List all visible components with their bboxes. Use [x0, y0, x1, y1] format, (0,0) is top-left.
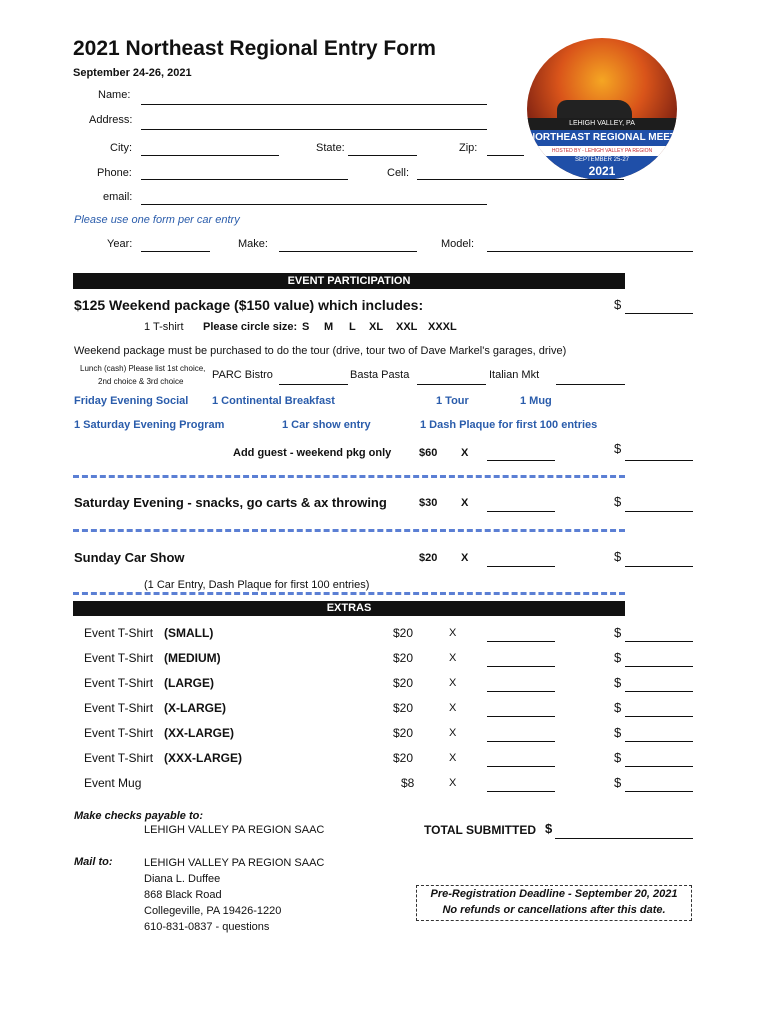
deadline-line-2: No refunds or cancellations after this date. — [442, 904, 666, 916]
email-field[interactable] — [141, 204, 487, 205]
total-submitted-label: TOTAL SUBMITTED — [424, 823, 536, 837]
extra-item-x: X — [449, 627, 457, 639]
lunch-choice-italian[interactable] — [556, 384, 625, 385]
extra-item-label: Event Mug — [84, 776, 142, 790]
saturday-qty-field[interactable] — [487, 511, 555, 512]
address-field[interactable] — [141, 129, 487, 130]
extra-item-price: $20 — [393, 701, 414, 715]
section-divider — [73, 475, 625, 478]
add-guest-amount-field[interactable] — [625, 460, 693, 461]
extra-item-label: Event T-Shirt — [84, 651, 154, 665]
extra-item-size: (XXX-LARGE) — [164, 751, 242, 765]
extra-item-price: $20 — [393, 651, 414, 665]
year-field[interactable] — [141, 251, 210, 252]
extra-item-dollar: $ — [614, 700, 622, 715]
section-divider — [73, 592, 625, 595]
model-field[interactable] — [487, 251, 693, 252]
included-tour: 1 Tour — [436, 395, 469, 407]
lunch-choice-parc[interactable] — [279, 384, 348, 385]
sunday-note: (1 Car Entry, Dash Plaque for first 100 entries) — [144, 579, 370, 591]
extra-item-qty-field[interactable] — [487, 666, 555, 667]
cell-label: Cell: — [387, 167, 410, 179]
size-option-xxxl[interactable]: XXXL — [428, 321, 457, 333]
extra-item-price: $20 — [393, 626, 414, 640]
logo-name: NORTHEAST REGIONAL MEET — [527, 130, 677, 146]
zip-field[interactable] — [487, 155, 524, 156]
cell-field[interactable] — [417, 179, 624, 180]
add-guest-x: X — [461, 447, 469, 459]
mail-to-label: Mail to: — [74, 856, 113, 868]
phone-field[interactable] — [141, 179, 348, 180]
extra-item-size: (SMALL) — [164, 626, 214, 640]
checks-label: Make checks payable to: — [74, 810, 204, 822]
extra-item-price: $20 — [393, 751, 414, 765]
lunch-choice-basta[interactable] — [417, 384, 486, 385]
add-guest-dollar: $ — [614, 441, 622, 456]
extra-item-size: (MEDIUM) — [164, 651, 221, 665]
city-field[interactable] — [141, 155, 279, 156]
state-field[interactable] — [348, 155, 417, 156]
deadline-line-1: Pre-Registration Deadline - September 20, 2021 — [430, 888, 678, 900]
deadline-box — [416, 885, 692, 921]
city-label: City: — [110, 142, 132, 154]
zip-label: Zip: — [459, 142, 478, 154]
extra-item-amount-field[interactable] — [625, 641, 693, 642]
extra-item-qty-field[interactable] — [487, 766, 555, 767]
extra-item-qty-field[interactable] — [487, 791, 555, 792]
one-form-note: Please use one form per car entry — [74, 214, 240, 226]
extra-item-x: X — [449, 702, 457, 714]
size-option-s[interactable]: S — [302, 321, 310, 333]
logo-location: LEHIGH VALLEY, PA — [527, 118, 677, 130]
extras-header: EXTRAS — [73, 601, 625, 616]
tshirt-label: 1 T-shirt — [144, 321, 184, 333]
email-label: email: — [103, 191, 133, 203]
extra-item-qty-field[interactable] — [487, 691, 555, 692]
size-option-xxl[interactable]: XXL — [396, 321, 418, 333]
extra-item-amount-field[interactable] — [625, 666, 693, 667]
extra-item-x: X — [449, 677, 457, 689]
mail-line: Collegeville, PA 19426-1220 — [144, 905, 282, 917]
size-option-l[interactable]: L — [349, 321, 356, 333]
extra-item-price: $8 — [401, 776, 415, 790]
extra-item-dollar: $ — [614, 750, 622, 765]
extra-item-x: X — [449, 727, 457, 739]
extra-item-price: $20 — [393, 726, 414, 740]
address-label: Address: — [89, 114, 133, 126]
extra-item-size: (LARGE) — [164, 676, 214, 690]
extra-item-size: (XX-LARGE) — [164, 726, 234, 740]
size-option-xl[interactable]: XL — [369, 321, 384, 333]
extra-item-x: X — [449, 777, 457, 789]
sunday-x: X — [461, 552, 469, 564]
make-field[interactable] — [279, 251, 417, 252]
total-amount-field[interactable] — [555, 838, 693, 839]
lunch-note-2: 2nd choice & 3rd choice — [98, 377, 184, 386]
mail-line: LEHIGH VALLEY PA REGION SAAC — [144, 857, 325, 869]
northeast-regional-logo — [527, 38, 677, 180]
extra-item-price: $20 — [393, 676, 414, 690]
extra-item-amount-field[interactable] — [625, 766, 693, 767]
extra-item-dollar: $ — [614, 675, 622, 690]
sunday-amount-field[interactable] — [625, 566, 693, 567]
phone-label: Phone: — [97, 167, 132, 179]
name-field[interactable] — [141, 104, 487, 105]
included-friday-social: Friday Evening Social — [74, 395, 189, 407]
logo-hosted: HOSTED BY - LEHIGH VALLEY PA REGION — [527, 146, 677, 156]
saturday-amount-field[interactable] — [625, 511, 693, 512]
extra-item-qty-field[interactable] — [487, 741, 555, 742]
sunday-car-show-label: Sunday Car Show — [74, 550, 185, 565]
extra-item-qty-field[interactable] — [487, 641, 555, 642]
lunch-option-parc: PARC Bistro — [212, 369, 273, 381]
package-amount-field[interactable] — [625, 313, 693, 314]
add-guest-label: Add guest - weekend pkg only — [233, 447, 392, 459]
extra-item-amount-field[interactable] — [625, 691, 693, 692]
extra-item-label: Event T-Shirt — [84, 701, 154, 715]
extra-item-label: Event T-Shirt — [84, 676, 154, 690]
lunch-option-italian: Italian Mkt — [489, 369, 540, 381]
total-dollar: $ — [545, 821, 553, 836]
circle-size-label: Please circle size: — [203, 321, 298, 333]
package-note: Weekend package must be purchased to do the tour (drive, tour two of Dave Markel's garages, drive) — [74, 345, 567, 357]
extra-item-size: (X-LARGE) — [164, 701, 226, 715]
extra-item-dollar: $ — [614, 650, 622, 665]
sunday-price: $20 — [419, 552, 438, 564]
extra-item-amount-field[interactable] — [625, 741, 693, 742]
section-divider — [73, 529, 625, 532]
lunch-option-basta: Basta Pasta — [350, 369, 410, 381]
event-participation-header: EVENT PARTICIPATION — [73, 273, 625, 289]
add-guest-price: $60 — [419, 447, 438, 459]
extra-item-amount-field[interactable] — [625, 791, 693, 792]
package-dollar: $ — [614, 297, 622, 312]
add-guest-qty-field[interactable] — [487, 460, 555, 461]
saturday-x: X — [461, 497, 469, 509]
sunday-dollar: $ — [614, 549, 622, 564]
extra-item-qty-field[interactable] — [487, 716, 555, 717]
checks-payee: LEHIGH VALLEY PA REGION SAAC — [144, 824, 325, 836]
mail-line: 868 Black Road — [144, 889, 222, 901]
included-breakfast: 1 Continental Breakfast — [212, 395, 335, 407]
extra-item-amount-field[interactable] — [625, 716, 693, 717]
model-label: Model: — [441, 238, 475, 250]
name-label: Name: — [98, 89, 131, 101]
size-option-m[interactable]: M — [324, 321, 334, 333]
event-date: September 24-26, 2021 — [73, 67, 192, 79]
included-dash-plaque: 1 Dash Plaque for first 100 entries — [420, 419, 598, 431]
extra-item-dollar: $ — [614, 625, 622, 640]
included-car-show: 1 Car show entry — [282, 419, 371, 431]
extra-item-dollar: $ — [614, 775, 622, 790]
logo-year: 2021 — [588, 164, 616, 178]
state-label: State: — [316, 142, 345, 154]
weekend-package-title: $125 Weekend package ($150 value) which includes: — [74, 297, 424, 313]
extra-item-label: Event T-Shirt — [84, 726, 154, 740]
page-title: 2021 Northeast Regional Entry Form — [73, 37, 436, 60]
logo-dates: SEPTEMBER 25-27 — [574, 157, 630, 163]
mail-line: 610-831-0837 - questions — [144, 921, 270, 933]
extra-item-x: X — [449, 752, 457, 764]
make-label: Make: — [238, 238, 268, 250]
saturday-dollar: $ — [614, 494, 622, 509]
year-label: Year: — [107, 238, 133, 250]
extra-item-dollar: $ — [614, 725, 622, 740]
extra-item-x: X — [449, 652, 457, 664]
extra-item-label: Event T-Shirt — [84, 751, 154, 765]
saturday-price: $30 — [419, 497, 438, 509]
included-saturday-program: 1 Saturday Evening Program — [74, 419, 225, 431]
included-mug: 1 Mug — [520, 395, 552, 407]
extra-item-label: Event T-Shirt — [84, 626, 154, 640]
sunday-qty-field[interactable] — [487, 566, 555, 567]
saturday-evening-label: Saturday Evening - snacks, go carts & ax throwing — [74, 495, 387, 510]
lunch-note-1: Lunch (cash) Please list 1st choice, — [80, 364, 206, 373]
mail-line: Diana L. Duffee — [144, 873, 221, 885]
